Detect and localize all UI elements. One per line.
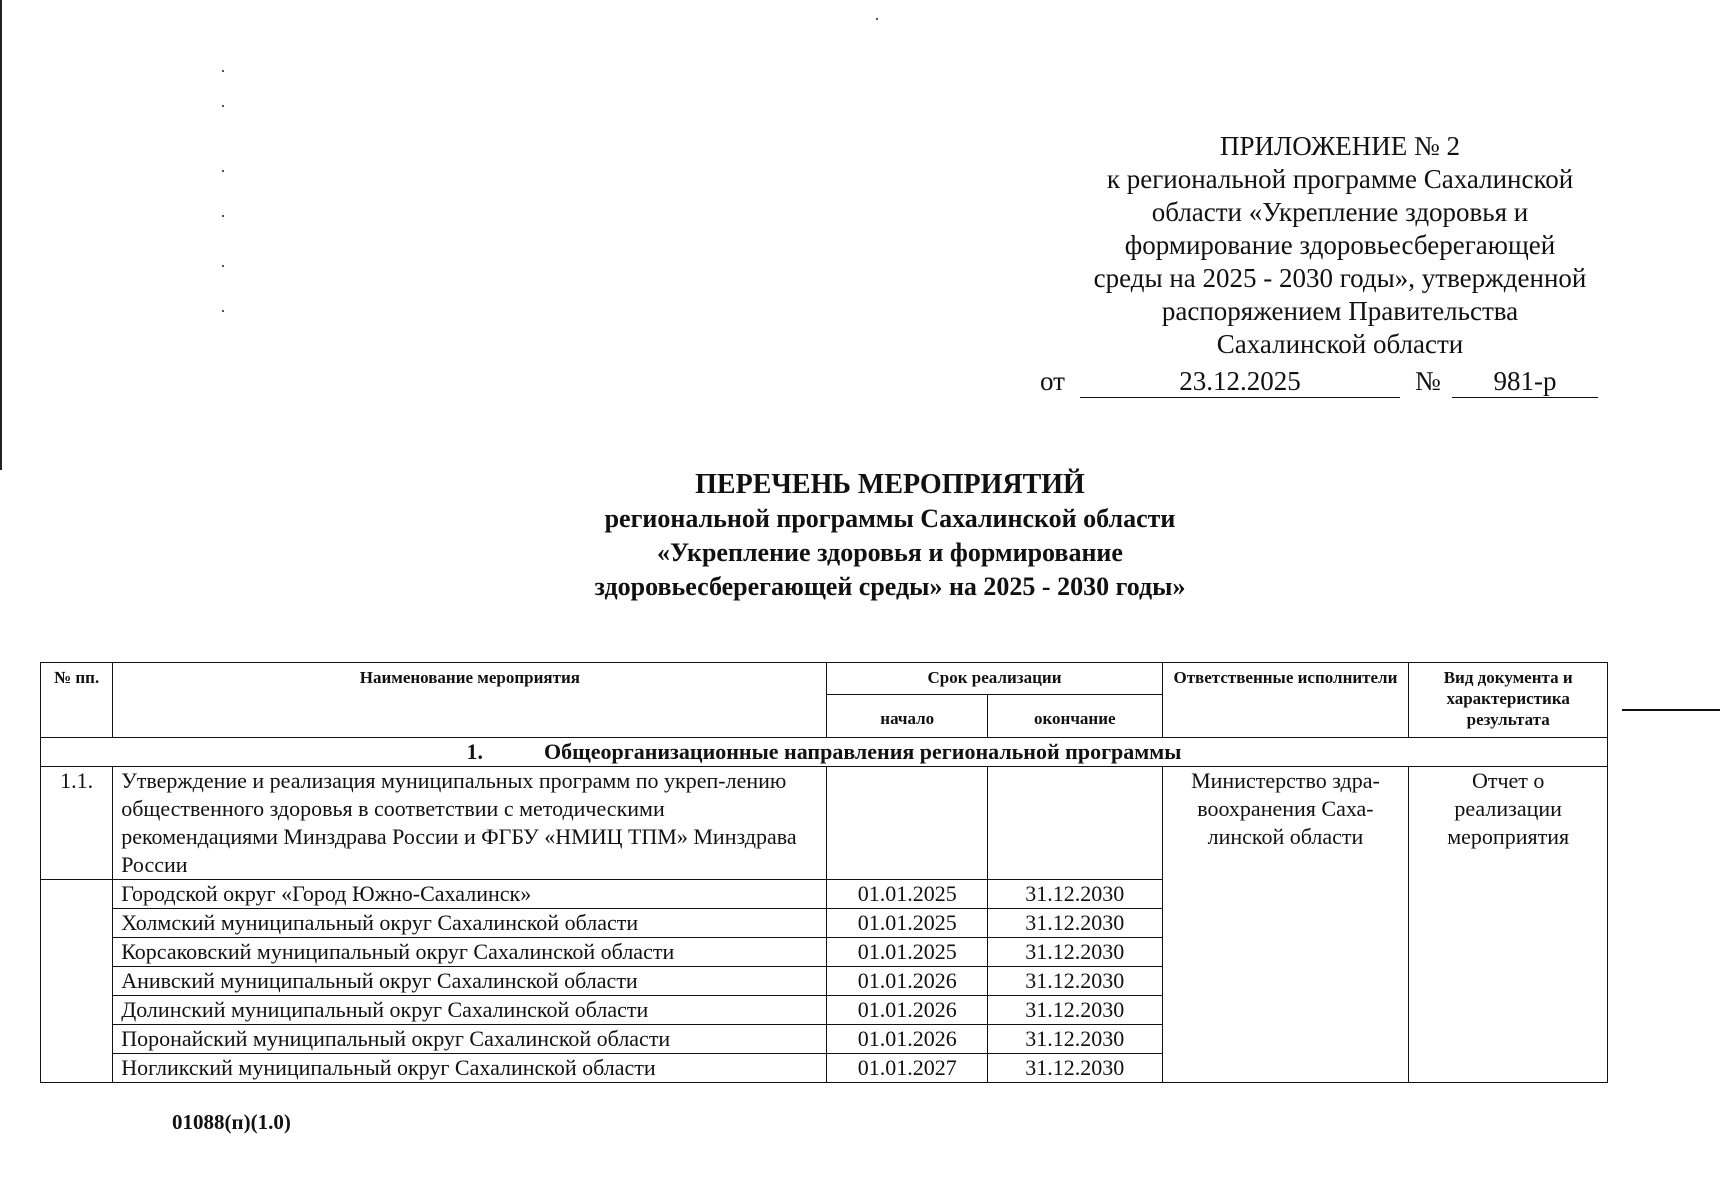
row-start: 01.01.2025 <box>827 909 988 938</box>
events-table <box>40 662 1608 1083</box>
appendix-line: формирование здоровьесберегающей <box>1124 230 1556 260</box>
header-name: Наименование мероприятия <box>113 663 827 738</box>
scan-speck <box>222 265 224 267</box>
row-end: 31.12.2030 <box>987 996 1162 1025</box>
scan-speck <box>876 18 878 20</box>
item-start-empty <box>827 767 988 880</box>
row-end: 31.12.2030 <box>987 880 1162 909</box>
item-name: Утверждение и реализация муниципальных программ по укреп-лению общественного здоровья в соответствии с методическими рекомендациями Минздрава России и ФГБУ «НМИЦ ТПМ» Минздрава России <box>113 767 827 880</box>
heading-main: ПЕРЕЧЕНЬ МЕРОПРИЯТИЙ <box>695 469 1085 500</box>
item-responsible: Министерство здра-воохранения Саха-линской области <box>1162 767 1409 1083</box>
row-start: 01.01.2025 <box>827 938 988 967</box>
row-name: Поронайский муниципальный округ Сахалинской области <box>113 1025 827 1054</box>
scan-speck <box>222 105 224 107</box>
table-row <box>41 767 1608 880</box>
number-prefix: № <box>1415 366 1441 396</box>
row-start: 01.01.2026 <box>827 1025 988 1054</box>
row-end: 31.12.2030 <box>987 967 1162 996</box>
order-date: 23.12.2025 <box>1080 366 1400 398</box>
table-header-row <box>41 663 1608 695</box>
scan-speck <box>222 310 224 312</box>
row-name: Холмский муниципальный округ Сахалинской области <box>113 909 827 938</box>
appendix-line: распоряжением Правительства <box>1161 296 1519 326</box>
row-start: 01.01.2027 <box>827 1054 988 1083</box>
heading-line: «Укрепление здоровья и формирование <box>657 538 1123 567</box>
header-start: начало <box>827 695 988 738</box>
row-name: Долинский муниципальный округ Сахалинской области <box>113 996 827 1025</box>
row-end: 31.12.2030 <box>987 938 1162 967</box>
row-name: Корсаковский муниципальный округ Сахалинской области <box>113 938 827 967</box>
row-start: 01.01.2025 <box>827 880 988 909</box>
item-doc: Отчет о реализации мероприятия <box>1409 767 1608 1083</box>
row-end: 31.12.2030 <box>987 1054 1162 1083</box>
heading-line: региональной программы Сахалинской области <box>604 504 1176 533</box>
appendix-line: Сахалинской области <box>1216 329 1464 359</box>
heading-line: здоровьесберегающей среды» на 2025 - 2030 годы» <box>594 572 1186 601</box>
document-heading <box>440 468 1340 604</box>
section-title: Общеорганизационные направления региональной программы <box>544 739 1182 764</box>
item-number: 1.1. <box>41 767 113 880</box>
margin-line <box>1622 709 1720 711</box>
item-end-empty <box>987 767 1162 880</box>
section-cell <box>41 738 1608 767</box>
section-number: 1. <box>466 739 484 764</box>
header-end: окончание <box>987 695 1162 738</box>
header-responsible: Ответственные исполнители <box>1162 663 1409 738</box>
scan-left-edge <box>0 0 2 470</box>
scan-speck <box>222 215 224 217</box>
row-end: 31.12.2030 <box>987 1025 1162 1054</box>
appendix-line: области «Укрепление здоровья и <box>1151 197 1529 227</box>
header-period: Срок реализации <box>827 663 1162 695</box>
appendix-line: среды на 2025 - 2030 годы», утвержденной <box>1093 263 1587 293</box>
row-start: 01.01.2026 <box>827 996 988 1025</box>
footer-code: 01088(п)(1.0) <box>172 1110 291 1134</box>
date-prefix: от <box>1040 366 1065 396</box>
row-name: Ногликский муниципальный округ Сахалинской области <box>113 1054 827 1083</box>
section-row <box>41 738 1608 767</box>
appendix-title: ПРИЛОЖЕНИЕ № 2 <box>1219 131 1461 161</box>
row-start: 01.01.2026 <box>827 967 988 996</box>
appendix-line: к региональной программе Сахалинской <box>1106 164 1574 194</box>
order-number: 981-р <box>1452 366 1598 398</box>
scan-speck <box>222 170 224 172</box>
row-name: Анивский муниципальный округ Сахалинской области <box>113 967 827 996</box>
scan-speck <box>222 70 224 72</box>
appendix-block <box>1020 130 1660 361</box>
row-end: 31.12.2030 <box>987 909 1162 938</box>
row-name: Городской округ «Город Южно-Сахалинск» <box>113 880 827 909</box>
header-num: № пп. <box>41 663 113 738</box>
header-doc: Вид документа и характеристика результата <box>1409 663 1608 738</box>
empty-num-cell <box>41 880 113 1083</box>
